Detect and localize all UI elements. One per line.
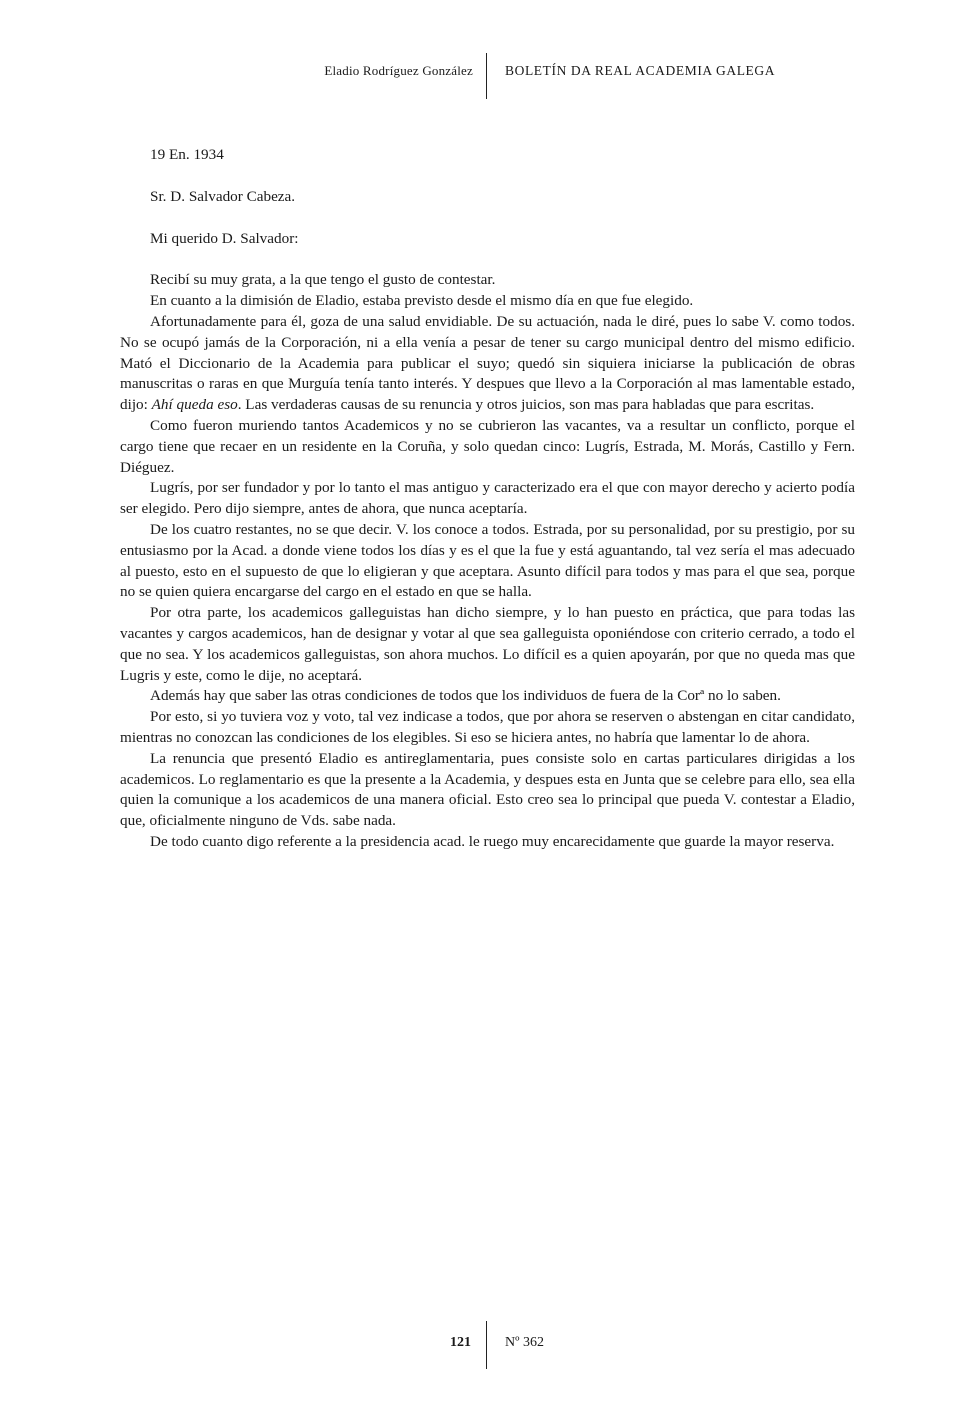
paragraph: Además hay que saber las otras condiciones de todos que los individuos de fuera de la Corª no lo saben. [150, 687, 781, 705]
footer-divider [486, 1321, 487, 1369]
issue-number: Nº 362 [505, 1335, 544, 1350]
paragraph: De los cuatro restantes, no se que decir. V. los conoce a todos. Estrada, por su personalidad, por su prestigio, por su entusiasmo por la Acad. a donde viene todos los días y es el que la fue y está aguantando, tal vez sería el mas adecuado al puesto, esto en el supuesto de que lo eligieran y que aceptara. Asunto difícil para todos y mas para el que sea, porque no se quien quiera encargarse del cargo en el estado en que se halla. [120, 520, 855, 601]
letter-salutation: Mi querido D. Salvador: [150, 229, 299, 247]
paragraph: Lugrís, por ser fundador y por lo tanto el mas antiguo y caracterizado era el que con mayor derecho y acierto podía ser elegido. Pero dijo siempre, antes de ahora, que nunca aceptaría. [120, 479, 855, 518]
paragraph: La renuncia que presentó Eladio es antireglamentaria, pues consiste solo en cartas particulares dirigidas a los academicos. Lo reglamentario es que la presente a la Academia, y despues esta en Junta que se celebre para ello, sea ella quien la comunique a los academicos de una manera oficial. Esto creo sea lo principal que pueda V. contestar a Eladio, que, oficialmente ninguno de Vds. sabe nada. [120, 749, 855, 830]
letter-body [120, 145, 855, 853]
paragraph: De todo cuanto digo referente a la presidencia acad. le ruego muy encarecidamente que guarde la mayor reserva. [150, 832, 835, 850]
quoted-phrase: Ahí queda eso [151, 396, 238, 414]
paragraph [120, 312, 855, 416]
header-divider [486, 53, 487, 99]
paragraph: Por otra parte, los academicos galleguistas han dicho siempre, y lo han puesto en práctica, que para todas las vacantes y cargos academicos, han de designar y votar al que sea galleguista oponiéndose con criterio cerrado, a todo el que no sea. Y los academicos galleguistas, son ahora muchos. Lo difícil es a quien apoyarán, por que no queda mas que Lugris y este, como le dije, no aceptará. [120, 604, 855, 684]
letter-recipient: Sr. D. Salvador Cabeza. [150, 187, 296, 205]
running-head-author: Eladio Rodríguez González [324, 63, 473, 78]
page-footer [0, 1315, 975, 1375]
paragraph: Como fueron muriendo tantos Academicos y no se cubrieron las vacantes, va a resultar un conflicto, porque el cargo tiene que recaer en un residente en la Coruña, y solo quedan cinco: Lugrís, Estrada, M. Morás, Castillo y Fern. Diéguez. [120, 416, 855, 476]
letter-date: 19 En. 1934 [150, 146, 224, 163]
paragraph: En cuanto a la dimisión de Eladio, estaba previsto desde el mismo día en que fue elegido. [150, 292, 694, 310]
running-head-journal: BOLETÍN DA REAL ACADEMIA GALEGA [505, 63, 776, 78]
paragraph: Recibí su muy grata, a la que tengo el gusto de contestar. [150, 271, 496, 289]
paragraph: Por esto, si yo tuviera voz y voto, tal vez indicase a todos, que por ahora se reserven o abstengan en citar candidato, mientras no conozcan las condiciones de los elegibles. Si eso se hiciera antes, no habría que lamentar lo de ahora. [120, 708, 855, 746]
paragraph-text: . Las verdaderas causas de su renuncia y otros juicios, son mas para habladas que para escritas. [237, 396, 815, 414]
page-header [0, 0, 975, 110]
paragraph-text: Afortunadamente para él, goza de una salud envidiable. De su actuación, nada le diré, pues lo sabe V. como todos. No se ocupó jamás de la Corporación, ni a ella venía a pesar de tener su cargo municipal dentro del mismo edificio. Mató el Diccionario de la Academia para publicar el suyo; quedó sin siquiera iniciarse la publicación de obras manuscritas o raras en que Murguía tenía tanto interés. Y despues que llevo a la Corporación al mas lamentable estado, dijo: [120, 312, 855, 414]
page-number: 121 [450, 1335, 471, 1350]
